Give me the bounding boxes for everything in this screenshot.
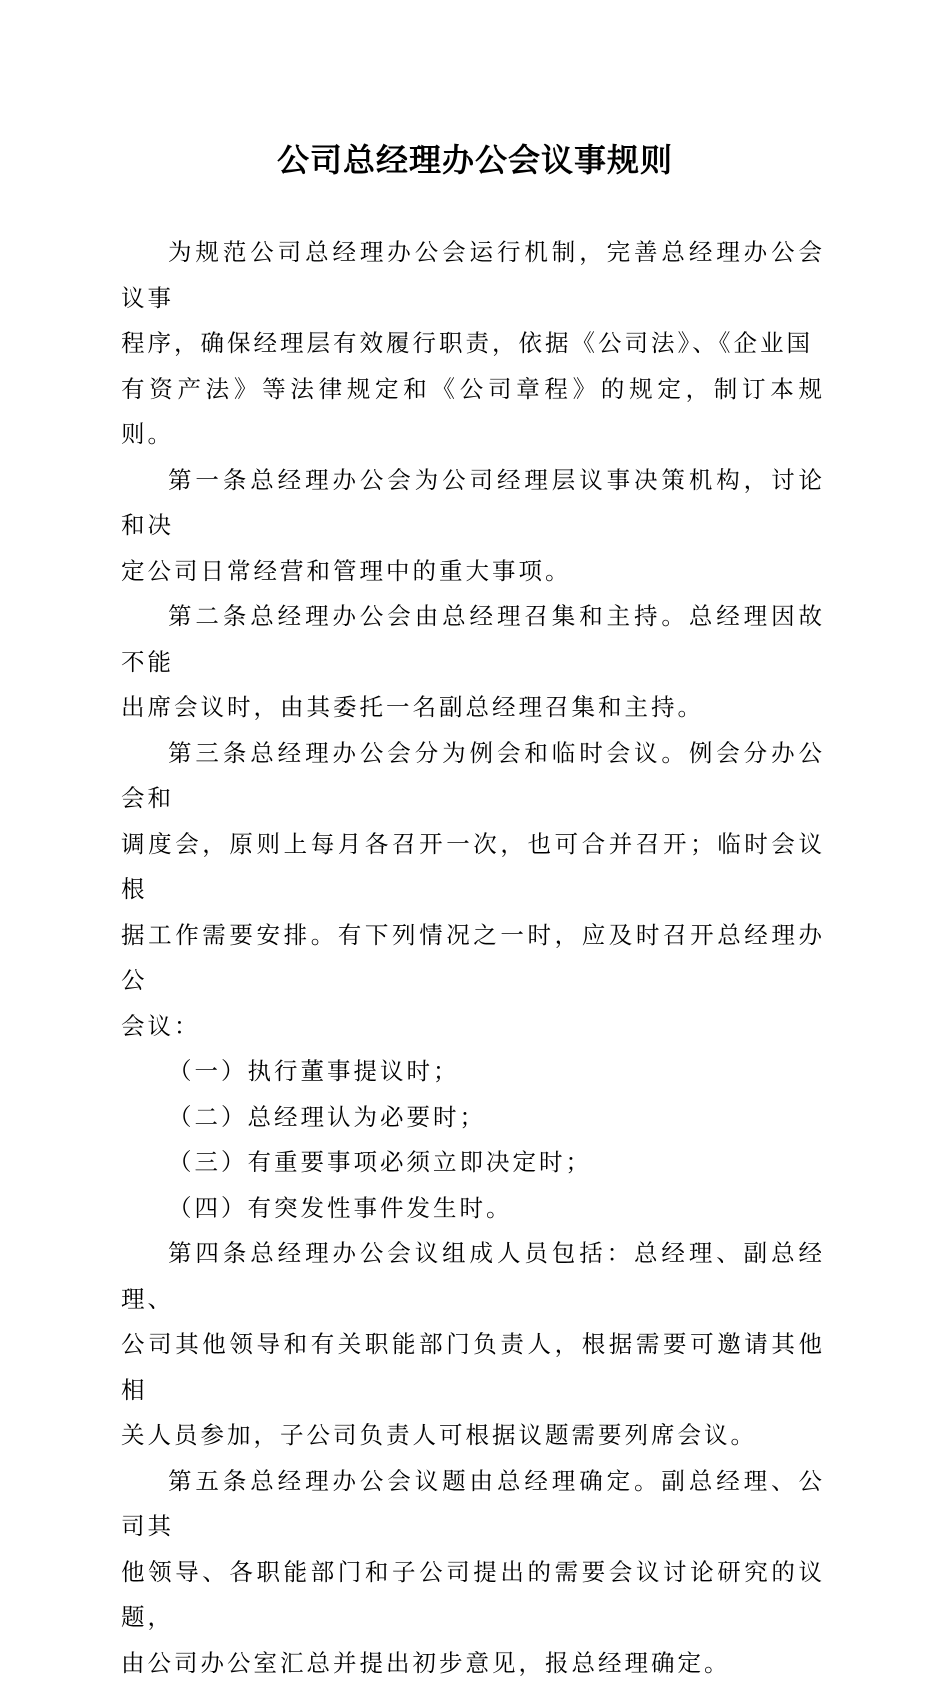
text-line: 第三条总经理办公会分为例会和临时会议。例会分办公会和 bbox=[121, 731, 825, 822]
list-item-1 bbox=[121, 1049, 825, 1095]
text-line: 第四条总经理办公会议组成人员包括：总经理、副总经理、 bbox=[121, 1231, 825, 1322]
document-body bbox=[121, 230, 825, 1686]
text-line: （四）有突发性事件发生时。 bbox=[121, 1186, 825, 1232]
list-item-4 bbox=[121, 1186, 825, 1232]
paragraph-intro bbox=[121, 230, 825, 458]
text-line: （三）有重要事项必须立即决定时； bbox=[121, 1140, 825, 1186]
document-title: 公司总经理办公会议事规则 bbox=[0, 138, 950, 182]
text-line: 他领导、各职能部门和子公司提出的需要会议讨论研究的议题， bbox=[121, 1550, 825, 1641]
text-line: （二）总经理认为必要时； bbox=[121, 1095, 825, 1141]
text-line: 关人员参加，子公司负责人可根据议题需要列席会议。 bbox=[121, 1413, 825, 1459]
text-line: 会议： bbox=[121, 1004, 825, 1050]
paragraph-article-3 bbox=[121, 731, 825, 1050]
text-line: 出席会议时，由其委托一名副总经理召集和主持。 bbox=[121, 685, 825, 731]
paragraph-article-2 bbox=[121, 594, 825, 731]
text-line: 公司其他领导和有关职能部门负责人，根据需要可邀请其他相 bbox=[121, 1322, 825, 1413]
text-line: 第二条总经理办公会由总经理召集和主持。总经理因故不能 bbox=[121, 594, 825, 685]
text-line: 为规范公司总经理办公会运行机制，完善总经理办公会议事 bbox=[121, 230, 825, 321]
paragraph-article-4 bbox=[121, 1231, 825, 1459]
list-item-3 bbox=[121, 1140, 825, 1186]
text-line: 调度会，原则上每月各召开一次，也可合并召开；临时会议根 bbox=[121, 822, 825, 913]
text-line: 有资产法》等法律规定和《公司章程》的规定，制订本规则。 bbox=[121, 367, 825, 458]
list-item-2 bbox=[121, 1095, 825, 1141]
paragraph-article-5 bbox=[121, 1459, 825, 1686]
paragraph-article-1 bbox=[121, 458, 825, 595]
text-line: 程序，确保经理层有效履行职责，依据《公司法》、《企业国 bbox=[121, 321, 825, 367]
text-line: （一）执行董事提议时； bbox=[121, 1049, 825, 1095]
text-line: 定公司日常经营和管理中的重大事项。 bbox=[121, 549, 825, 595]
text-line: 由公司办公室汇总并提出初步意见，报总经理确定。 bbox=[121, 1641, 825, 1686]
text-line: 第一条总经理办公会为公司经理层议事决策机构，讨论和决 bbox=[121, 458, 825, 549]
text-line: 第五条总经理办公会议题由总经理确定。副总经理、公司其 bbox=[121, 1459, 825, 1550]
text-line: 据工作需要安排。有下列情况之一时，应及时召开总经理办公 bbox=[121, 913, 825, 1004]
